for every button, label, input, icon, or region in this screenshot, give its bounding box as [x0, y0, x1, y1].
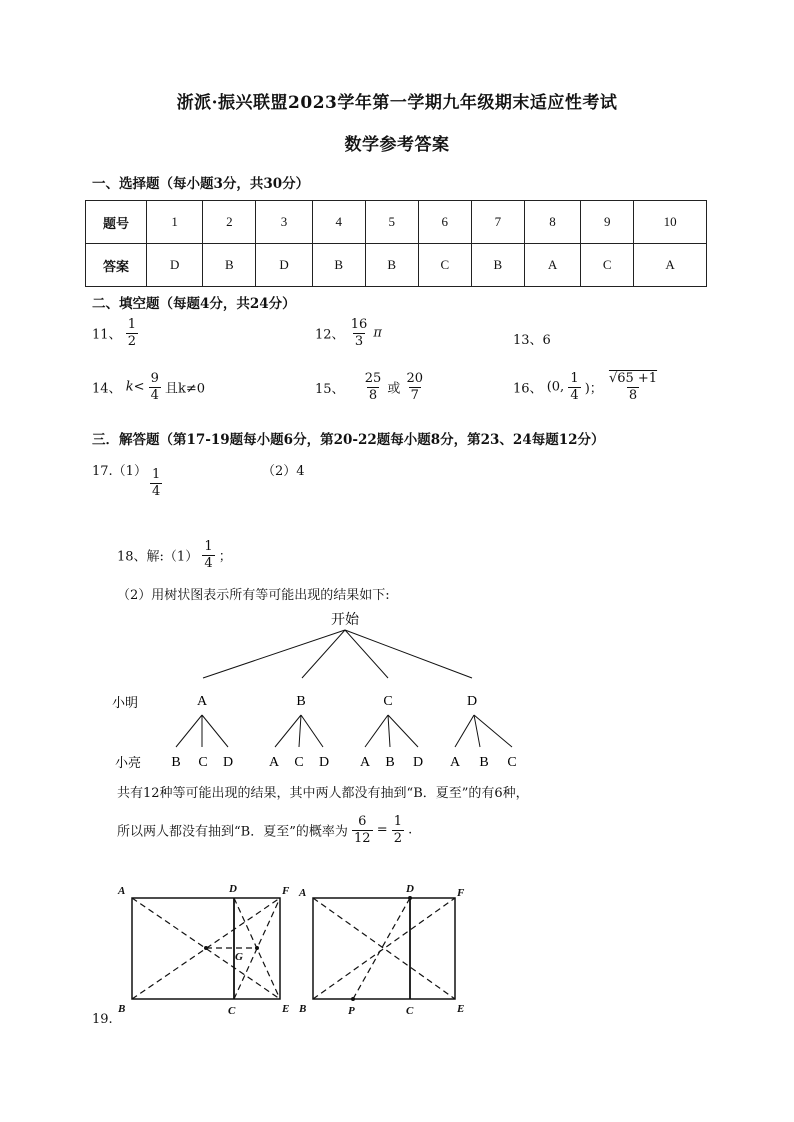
tree-level2-label: 小亮: [115, 755, 142, 770]
numerator: √65 +1: [608, 371, 658, 386]
denominator: 4: [152, 483, 161, 499]
section2-heading: 二、填空题（每题4分，共24分）: [92, 296, 296, 312]
denominator: 4: [570, 387, 579, 403]
numerator: 9: [150, 371, 159, 386]
answer-11: [92, 318, 138, 348]
tree-leaf: D: [318, 755, 330, 770]
tree-leaf: A: [359, 755, 371, 770]
question-label: 16、: [513, 381, 543, 397]
answer-cell: B: [365, 244, 418, 287]
numerator: 6: [358, 814, 367, 829]
numerator: 1: [393, 814, 403, 829]
section3-heading: 三．解答题（第17-19题每小题6分，第20-22题每小题8分，第23、24每题12分）: [92, 432, 605, 448]
tree-leaf: C: [198, 755, 208, 770]
question-label: 12、: [315, 327, 345, 343]
point-prefix: (0,: [546, 379, 565, 395]
denominator: 8: [368, 387, 378, 403]
point-label-f: F: [282, 885, 290, 897]
point-label-a: A: [299, 887, 307, 899]
tree-leaf: C: [507, 755, 517, 770]
question-number: 8: [524, 201, 580, 244]
answer-12: [315, 318, 382, 348]
point-label-c: C: [228, 1005, 236, 1017]
denominator: 4: [204, 555, 213, 571]
tree-leaf: C: [294, 755, 304, 770]
point-label-f: F: [457, 887, 465, 899]
tree-root: 开始: [331, 613, 359, 628]
numerator: 1: [570, 371, 579, 386]
answer-18-line2: [117, 815, 412, 845]
point-label-e: E: [282, 1003, 290, 1015]
question-label: 15、: [315, 381, 345, 397]
denominator: 12: [354, 830, 371, 846]
answer-19-label: 19.: [92, 1012, 113, 1027]
point-label-d: D: [229, 883, 237, 895]
answer-17-label: 17.（1）: [92, 464, 147, 479]
fraction: [405, 372, 426, 402]
tree-leaf: A: [268, 755, 280, 770]
question-number: 4: [312, 201, 365, 244]
numerator: 25: [364, 371, 382, 386]
answer-table: [85, 200, 707, 287]
question-number: 1: [147, 201, 203, 244]
fraction: [392, 815, 404, 845]
answer-cell: C: [418, 244, 471, 287]
fraction: [352, 815, 373, 845]
answer-16: [513, 372, 659, 402]
question-number: 6: [418, 201, 471, 244]
answer-cell: A: [524, 244, 580, 287]
period: .: [408, 822, 413, 838]
tree-leaf: A: [449, 755, 461, 770]
denominator: 8: [628, 387, 638, 403]
tree-leaf: B: [479, 755, 489, 770]
answer-cell: B: [471, 244, 524, 287]
tree-leaf: B: [171, 755, 181, 770]
question-number: 5: [365, 201, 418, 244]
point-suffix: )；: [584, 381, 603, 397]
denominator: 3: [354, 333, 364, 349]
answer-18-part1: [117, 540, 232, 570]
fraction: [568, 372, 580, 402]
fraction: [607, 372, 659, 402]
numerator: 1: [127, 317, 136, 332]
table-row: [86, 244, 707, 287]
answer-17-part1: [150, 468, 162, 498]
answer-cell: A: [634, 244, 707, 287]
row-label: 答案: [86, 244, 147, 287]
point-label-b: B: [118, 1003, 126, 1015]
answer-14: [92, 372, 205, 402]
answer-cell: D: [147, 244, 203, 287]
tree-leaf: D: [412, 755, 424, 770]
pi-symbol: π: [373, 325, 382, 341]
question-label: 11、: [92, 327, 122, 343]
denominator: 2: [127, 333, 136, 349]
numerator: 1: [152, 467, 161, 482]
tree-node: A: [196, 694, 208, 709]
point-label-g: G: [235, 951, 243, 963]
point-label-d: D: [406, 883, 414, 895]
answer-cell: D: [256, 244, 312, 287]
numerator: 20: [406, 371, 424, 386]
answer-17-part2: （2）4: [262, 464, 305, 479]
question-number: 9: [581, 201, 634, 244]
answer-cell: C: [581, 244, 634, 287]
tree-level1-label: 小明: [112, 695, 139, 710]
tree-node: B: [296, 694, 306, 709]
denominator: 7: [410, 387, 419, 403]
numerator: 16: [350, 317, 368, 332]
inequality-suffix: 且k≠0: [165, 381, 206, 397]
point-label-e: E: [457, 1003, 465, 1015]
answer-cell: B: [312, 244, 365, 287]
tree-diagram: [100, 605, 540, 775]
fraction: [363, 372, 384, 402]
question-label: 14、: [92, 381, 122, 397]
question-number: 7: [471, 201, 524, 244]
probability-text: 所以两人都没有抽到“B．夏至”的概率为: [117, 824, 348, 840]
answer-13: 13、6: [513, 333, 551, 348]
point-label-c: C: [406, 1005, 414, 1017]
tree-leaf: D: [222, 755, 234, 770]
point-label-a: A: [118, 885, 126, 897]
answer-cell: B: [203, 244, 256, 287]
table-row: [86, 201, 707, 244]
or-text: 或: [387, 381, 401, 397]
tree-node: D: [466, 694, 478, 709]
denominator: 2: [393, 830, 403, 846]
question-label: 18、解:（1）: [117, 549, 199, 565]
point-label-b: B: [299, 1003, 307, 1015]
geometry-figure-1: [110, 878, 310, 1018]
fraction: [150, 468, 162, 498]
semicolon: ；: [218, 549, 232, 565]
answer-18-part2: （2）用树状图表示所有等可能出现的结果如下:: [117, 588, 390, 603]
page-title: 浙派·振兴联盟2023学年第一学期九年级期末适应性考试: [176, 93, 618, 113]
row-label: 题号: [86, 201, 147, 244]
fraction: [126, 318, 138, 348]
fraction: [202, 540, 214, 570]
section1-heading: 一、选择题（每小题3分，共30分）: [92, 176, 310, 192]
question-number: 10: [634, 201, 707, 244]
equals-sign: =: [376, 822, 388, 838]
point-label-p: P: [348, 1005, 355, 1017]
page-subtitle: 数学参考答案: [344, 135, 450, 155]
fraction: [149, 372, 161, 402]
tree-leaf: B: [385, 755, 395, 770]
tree-node: C: [383, 694, 393, 709]
question-number: 3: [256, 201, 312, 244]
geometry-figure-2: [295, 878, 495, 1018]
answer-15: [315, 372, 425, 402]
inequality-prefix: k<: [125, 379, 145, 395]
fraction: [349, 318, 370, 348]
numerator: 1: [204, 539, 213, 554]
denominator: 4: [150, 387, 159, 403]
question-number: 2: [203, 201, 256, 244]
answer-18-line1: 共有12种等可能出现的结果，其中两人都没有抽到“B．夏至”的有6种，: [117, 786, 529, 801]
